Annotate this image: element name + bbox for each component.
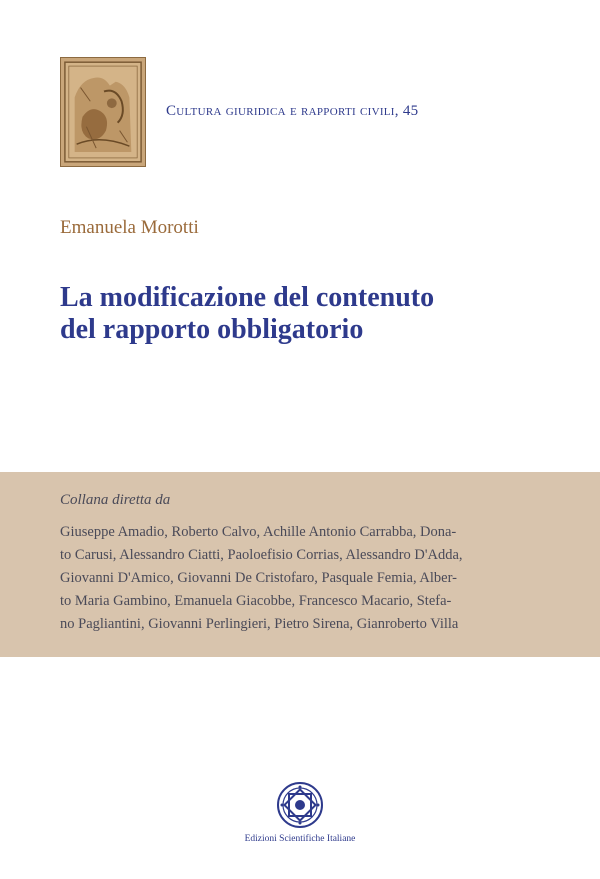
editorial-board-line: to Carusi, Alessandro Ciatti, Paoloefisio Corrias, Alessandro D'Adda, xyxy=(60,547,463,563)
publisher-name: Edizioni Scientifiche Italiane xyxy=(244,834,356,844)
book-title-line-2: del rapporto obbligatorio xyxy=(60,314,364,345)
editorial-board-line: no Pagliantini, Giovanni Perlingieri, Pietro Sirena, Gianroberto Villa xyxy=(60,616,459,632)
engraving-illustration xyxy=(61,58,145,166)
author-name: Emanuela Morotti xyxy=(60,217,199,238)
editorial-board-list xyxy=(60,521,548,636)
book-title xyxy=(60,282,560,346)
book-title-line-1: La modificazione del contenuto xyxy=(60,282,435,313)
editorial-board-line: Giovanni D'Amico, Giovanni De Cristofaro, Pasquale Femia, Alber- xyxy=(60,570,457,586)
series-title: Cultura giuridica e rapporti civili, 45 xyxy=(166,103,419,119)
publisher-seal-icon xyxy=(276,781,324,829)
editorial-board-line: to Maria Gambino, Emanuela Giacobbe, Francesco Macario, Stefa- xyxy=(60,593,452,609)
editorial-board-heading: Collana diretta da xyxy=(60,492,171,508)
engraving-image xyxy=(60,57,146,167)
editorial-board-line: Giuseppe Amadio, Roberto Calvo, Achille Antonio Carrabba, Dona- xyxy=(60,524,457,540)
